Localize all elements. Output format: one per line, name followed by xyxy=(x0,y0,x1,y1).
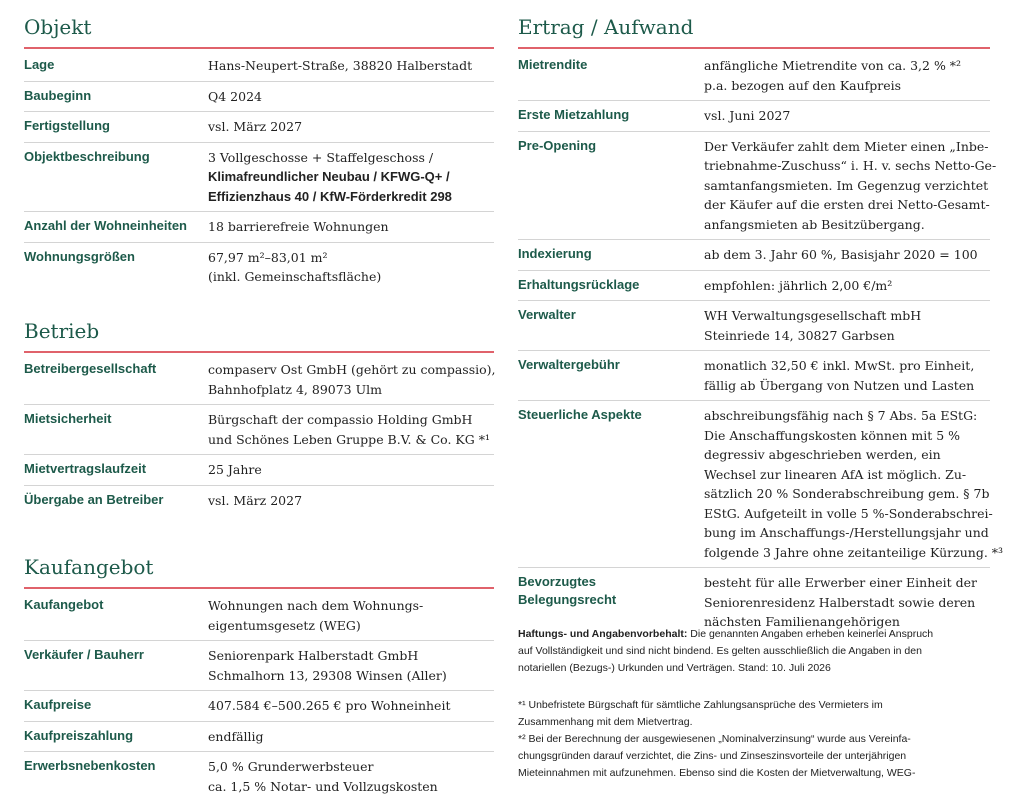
row-pre-opening xyxy=(518,132,997,241)
row-value: vsl. März 2027 xyxy=(208,492,303,508)
row-label: Verwaltergebühr xyxy=(518,357,620,372)
row-value: vsl. März 2027 xyxy=(208,119,303,134)
row-label: Mietrendite xyxy=(518,57,588,72)
row-label: Kaufpreise xyxy=(24,697,92,712)
row-verwalter xyxy=(518,301,990,351)
row-value: monatlich 32,50 € inkl. MwSt. pro Einheit, fällig ab Übergang von Nutzen und Lasten xyxy=(704,358,975,393)
row-label: Fertigstellung xyxy=(24,118,110,133)
row-value: WH Verwaltungsgesellschaft mbH Steinriede 14, 30827 Garbsen xyxy=(704,308,922,343)
row-value: ab dem 3. Jahr 60 %, Basisjahr 2020 = 100 xyxy=(704,247,978,262)
row-label: Erwerbsnebenkosten xyxy=(24,758,156,773)
row-label: Verwalter xyxy=(518,307,576,322)
row-value: Bürgschaft der compassio Holding GmbH und Schönes Leben Gruppe B.V. & Co. KG *¹ xyxy=(208,412,490,447)
row-indexierung xyxy=(518,240,990,271)
row-value: 18 barrierefreie Wohnungen xyxy=(208,219,389,234)
row-baubeginn xyxy=(24,82,494,113)
row-label: Bevorzugtes Belegungsrecht xyxy=(518,574,617,607)
row-label: Lage xyxy=(24,57,55,72)
row-mietrendite xyxy=(518,49,990,101)
row-label: Übergabe an Betreiber xyxy=(24,491,164,507)
section-title-betrieb: Betrieb xyxy=(24,318,494,353)
section-kaufangebot xyxy=(24,554,494,801)
row-erhaltungsruecklage xyxy=(518,271,990,302)
row-value: Seniorenpark Halberstadt GmbH Schmalhorn 13, 29308 Winsen (Aller) xyxy=(208,648,447,683)
disclaimer-heading: Haftungs- und Angabenvorbehalt: xyxy=(518,628,688,640)
section-betrieb xyxy=(24,318,494,515)
row-value: besteht für alle Erwerber einer Einheit der Seniorenresidenz Halberstadt sowie deren nächsten Familienangehörigen xyxy=(704,575,978,629)
row-anzahl-wohneinheiten xyxy=(24,212,494,243)
row-lage xyxy=(24,49,494,82)
row-label: Wohnungsgrößen xyxy=(24,248,135,264)
row-label: Kaufangebot xyxy=(24,597,104,612)
row-label: Betreibergesellschaft xyxy=(24,361,157,376)
row-label: Indexierung xyxy=(518,246,592,261)
row-value: Der Verkäufer zahlt dem Mieter einen „Inbe- triebnahme-Zuschuss“ i. H. v. sechs Netto-Ge- samtanfangsmieten. Im Gegenzug verzichtet der Käufer auf die ersten drei Netto-Gesamt- anfangsmieten ab Besitzübergang. xyxy=(704,138,997,232)
row-label: Mietvertragslaufzeit xyxy=(24,461,147,476)
row-steuerliche-aspekte xyxy=(518,401,1004,568)
section-objekt xyxy=(24,14,494,292)
row-objektbeschreibung xyxy=(24,143,494,213)
footnotes: *¹ Unbefristete Bürgschaft für sämtliche Zahlungsansprüche des Vermieters im Zusammenhang mit dem Mietvertrag. *² Bei der Berechnung der ausgewiesenen „Nominalverzinsung“ wurde aus Vereinfa- chungsgründen darauf verzichtet, die Zins- und Zinseszinsvorteile der unterjährigen Mieteinnahmen mit aufzunehmen. Ebenso sind die Kosten der Mietverwaltung, WEG- xyxy=(518,699,916,779)
row-betreibergesellschaft xyxy=(24,353,494,405)
row-value: compaserv Ost GmbH (gehört zu compassio), Bahnhofplatz 4, 89073 Ulm xyxy=(208,362,496,397)
row-label: Verkäufer / Bauherr xyxy=(24,647,144,662)
row-label: Steuerliche Aspekte xyxy=(518,407,642,422)
row-label: Objektbeschreibung xyxy=(24,148,150,164)
disclaimer: Haftungs- und Angabenvorbehalt: Die genannten Angaben erheben keinerlei Anspruch auf Vollständigkeit und sind nicht bindend. Es gelten ausschließlich die Angaben in den notariellen (Bezugs-) Urkunden und Verträgen. Stand: 10. Juli 2026 xyxy=(518,628,934,674)
row-label: Erste Mietzahlung xyxy=(518,107,630,122)
row-label: Mietsicherheit xyxy=(24,411,112,426)
row-uebergabe-betreiber xyxy=(24,486,494,516)
section-title-ertrag-aufwand: Ertrag / Aufwand xyxy=(518,14,990,49)
row-value: Q4 2024 xyxy=(208,88,262,104)
row-kaufpreiszahlung xyxy=(24,722,494,753)
row-value: 67,97 m²–83,01 m² (inkl. Gemeinschaftsfläche) xyxy=(208,249,382,284)
row-verwaltergebuehr xyxy=(518,351,990,401)
row-value: Hans-Neupert-Straße, 38820 Halberstadt xyxy=(208,58,473,73)
section-title-objekt: Objekt xyxy=(24,14,494,49)
row-mietsicherheit xyxy=(24,405,494,455)
row-label: Baubeginn xyxy=(24,87,92,103)
section-ertrag-aufwand xyxy=(518,14,1004,637)
row-value: vsl. Juni 2027 xyxy=(704,108,791,123)
row-verkaeufer-bauherr xyxy=(24,641,494,691)
row-value: 25 Jahre xyxy=(208,462,262,477)
row-mietvertragslaufzeit xyxy=(24,455,494,486)
row-value: Wohnungen nach dem Wohnungs- eigentumsgesetz (WEG) xyxy=(208,598,424,633)
row-label: Kaufpreiszahlung xyxy=(24,727,134,743)
row-value: 5,0 % Grunderwerbsteuer ca. 1,5 % Notar- und Vollzugskosten xyxy=(208,759,438,794)
row-value: endfällig xyxy=(208,728,264,744)
row-value: 407.584 €–500.265 € pro Wohneinheit xyxy=(208,698,451,713)
row-kaufangebot xyxy=(24,589,494,641)
row-erwerbsnebenkosten xyxy=(24,752,494,801)
row-erste-mietzahlung xyxy=(518,101,990,132)
row-label: Erhaltungsrücklage xyxy=(518,276,640,292)
row-value: 3 Vollgeschosse + Staffelgeschoss / Klimafreundlicher Neubau / KFWG-Q+ / Effizienzhaus 40 / KfW-Förderkredit 298 xyxy=(208,149,452,204)
row-value: anfängliche Mietrendite von ca. 3,2 % *² p.a. bezogen auf den Kaufpreis xyxy=(704,58,962,93)
row-label: Anzahl der Wohneinheiten xyxy=(24,218,187,233)
row-value: empfohlen: jährlich 2,00 €/m² xyxy=(704,277,893,293)
row-value: abschreibungsfähig nach § 7 Abs. 5a EStG: Die Anschaffungskosten können mit 5 % degressiv abgeschrieben werden, ein Wechsel zur linearen AfA ist möglich. Zu- sätzlich 20 % Sonderabschreibung gem. § 7b EStG. Aufgeteilt in volle 5 %-Sonderabschrei- bung im Anschaffungs-/Herstellungsjahr und folgende 3 Jahre ohne zeitanteilige Kürzung. *³ xyxy=(704,408,1004,560)
row-label: Pre-Opening xyxy=(518,137,597,153)
row-fertigstellung xyxy=(24,112,494,143)
section-title-kaufangebot: Kaufangebot xyxy=(24,554,494,589)
row-wohnungsgroessen xyxy=(24,243,494,292)
row-kaufpreise xyxy=(24,691,494,722)
